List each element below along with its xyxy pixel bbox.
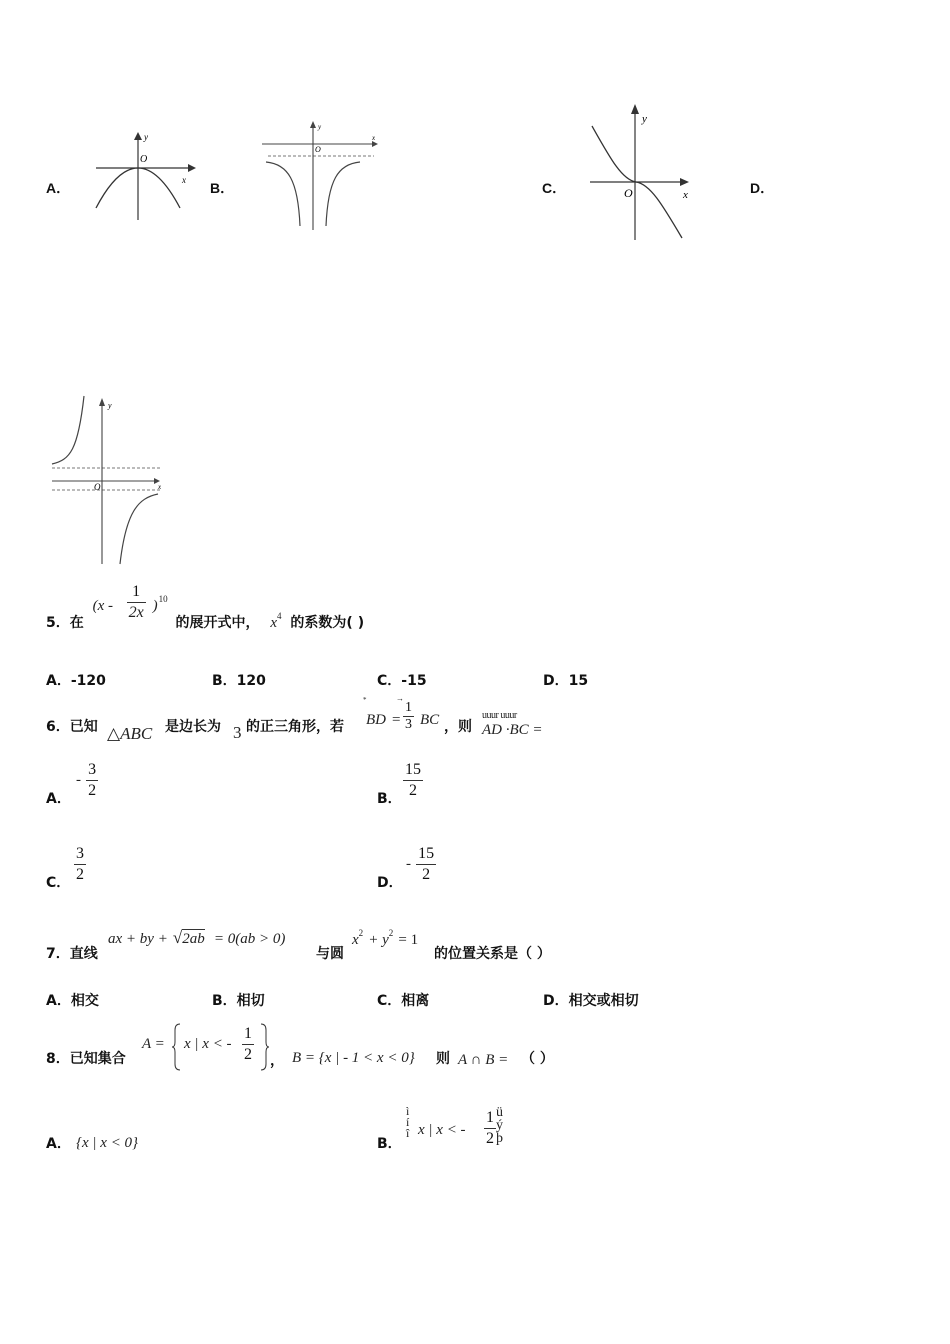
graph-d-y: y <box>108 401 112 410</box>
q7-suffix: 的位置关系是（ ） <box>434 946 551 962</box>
graph-c-y: y <box>642 113 647 125</box>
q8-comma: ， <box>270 1053 284 1069</box>
q6-number-prefix: 6．已知 <box>46 719 98 735</box>
graph-a-x: x <box>182 175 186 185</box>
q8-mid: 则 <box>436 1051 450 1067</box>
q8-option-b-value[interactable]: ì í î x | x < - $\frac{1}{2}$ ü ý þ <box>406 1104 503 1147</box>
q8-option-a[interactable]: A． <box>46 1136 71 1152</box>
q5-middle: 的展开式中， <box>175 615 260 631</box>
graph-c-origin: O <box>624 186 633 200</box>
graph-c-x: x <box>683 189 688 201</box>
q6-option-b[interactable]: B． <box>377 791 402 807</box>
q7-number-prefix: 7．直线 <box>46 946 98 962</box>
q6-option-c[interactable]: C． <box>46 875 71 891</box>
q7-circle-equation: $x^2 + y^2 = 1$ <box>352 928 419 948</box>
q6-dot-product: uuur uuur AD ·BC = <box>482 710 543 738</box>
graph-b-origin: O <box>315 145 321 154</box>
q6-option-b-value[interactable]: $\frac{15}{2}$ <box>405 761 421 799</box>
graph-a-origin: O <box>140 154 148 165</box>
question-5: 5．在 (x - $\frac{1}{2x}$ ) 10 的展开式中， $x_4$ 的系数为( ) <box>46 600 364 636</box>
q5-option-a[interactable]: A．-120 <box>46 673 106 689</box>
option-a-label: A． <box>46 180 71 196</box>
graph-a <box>92 128 196 224</box>
graph-c <box>586 100 698 242</box>
q8-option-a-value[interactable]: {x | x < 0} <box>76 1135 139 1151</box>
option-d-label: D． <box>750 180 775 196</box>
q8-intersection: A ∩ B = <box>458 1052 509 1068</box>
q7-option-c[interactable]: C．相离 <box>377 993 430 1009</box>
q6-option-a[interactable]: A． <box>46 791 71 807</box>
graph-a-y: y <box>144 132 148 142</box>
q7-option-a[interactable]: A．相交 <box>46 993 99 1009</box>
q5-prefix: 在 <box>69 615 84 631</box>
q6-option-c-value[interactable]: $\frac{3}{2}$ <box>76 845 84 883</box>
graph-b <box>258 118 382 232</box>
q6-side: 3 <box>233 723 242 742</box>
graph-d <box>48 392 170 568</box>
q5-suffix: 的系数为( ) <box>290 615 365 631</box>
q6-option-d[interactable]: D． <box>377 875 403 891</box>
q6-vector-condition: * → BD = $\frac{1}{3}$ BC <box>363 694 440 732</box>
q5-option-d[interactable]: D．15 <box>543 673 589 689</box>
q7-option-d[interactable]: D．相交或相切 <box>543 993 639 1009</box>
q5-option-c[interactable]: C．-15 <box>377 673 427 689</box>
q7-option-b[interactable]: B．相切 <box>212 993 265 1009</box>
graph-b-y: y <box>318 123 322 131</box>
q7-line-equation: ax + by + √2ab = 0(ab > 0) <box>108 928 286 947</box>
q8-set-b: B = {x | - 1 < x < 0} <box>292 1050 415 1066</box>
q6-triangle: △ABC <box>107 724 153 743</box>
q8-set-a: A = x | x < - $\frac{1}{2}$ <box>142 1022 272 1074</box>
q6-option-a-value[interactable]: - $\frac{3}{2}$ <box>76 761 97 799</box>
option-b-label: B． <box>210 180 235 196</box>
q7-mid: 与圆 <box>316 946 344 962</box>
q8-suffix: （ ） <box>521 1051 554 1067</box>
option-c-label: C． <box>542 180 567 196</box>
graph-b-x: x <box>372 134 376 142</box>
q6-part4: ，则 <box>444 719 472 735</box>
q5-number: 5． <box>46 615 70 631</box>
q8-number-prefix: 8．已知集合 <box>46 1051 126 1067</box>
q6-part2: 是边长为 <box>165 719 221 735</box>
graph-d-origin: O <box>94 482 101 492</box>
q6-option-d-value[interactable]: - $\frac{15}{2}$ <box>406 845 435 883</box>
q8-option-b[interactable]: B． <box>377 1136 402 1152</box>
graph-d-x: x <box>158 483 162 491</box>
q6-part3: 的正三角形，若 <box>246 719 344 735</box>
q5-option-b[interactable]: B．120 <box>212 673 266 689</box>
q5-expression: (x - $\frac{1}{2x}$ ) 10 <box>92 583 168 621</box>
